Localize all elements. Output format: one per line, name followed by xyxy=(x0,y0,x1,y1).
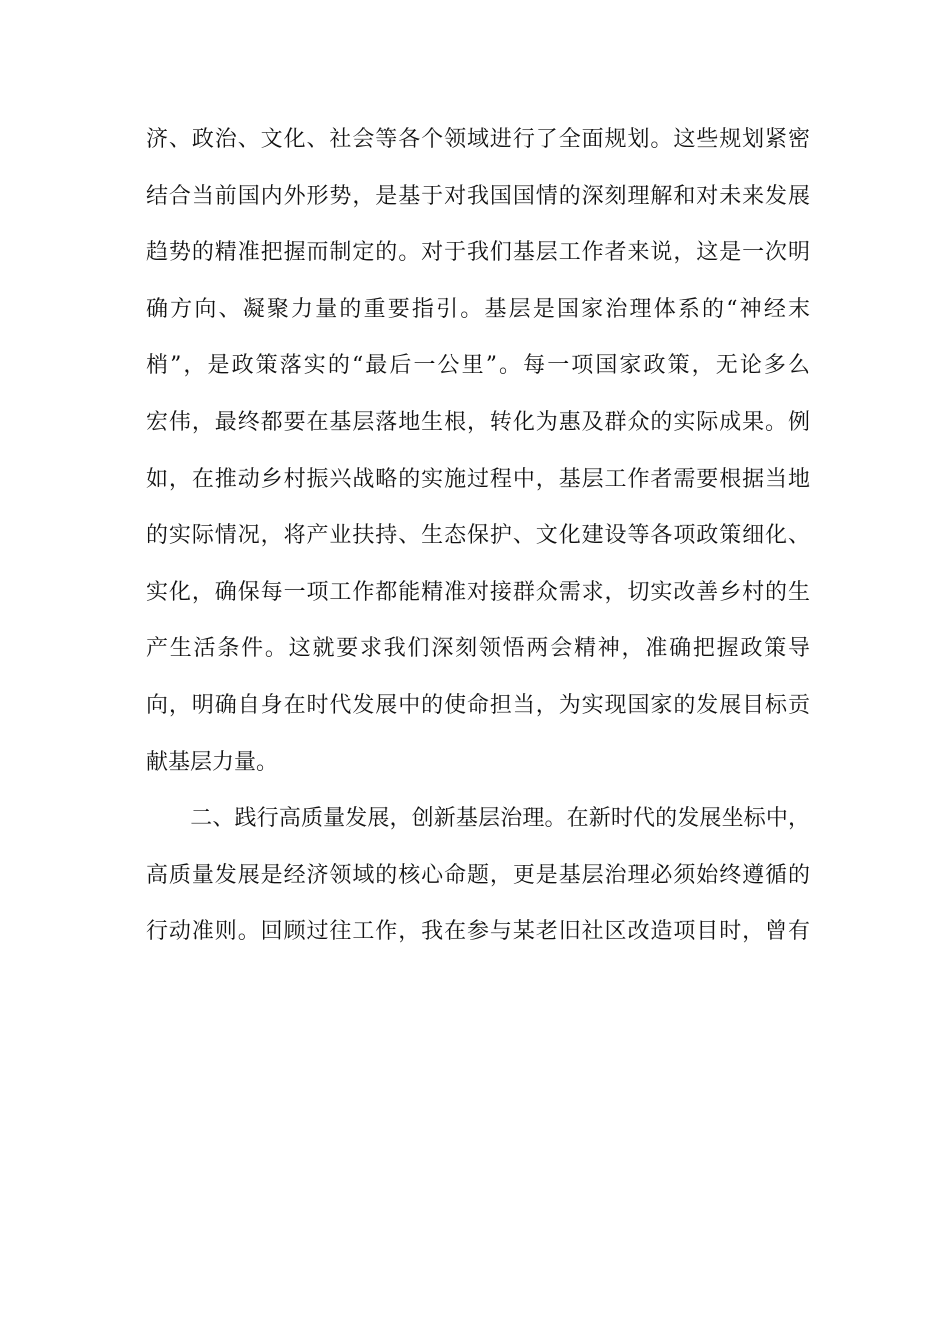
text-line: 实化，确保每一项工作都能精准对接群众需求，切实改善乡村的生 xyxy=(146,580,810,605)
text-line: 的实际情况，将产业扶持、生态保护、文化建设等各项政策细化、 xyxy=(146,523,810,548)
text-line: 宏伟，最终都要在基层落地生根，转化为惠及群众的实际成果。例 xyxy=(146,410,810,435)
text-line: 结合当前国内外形势，是基于对我国国情的深刻理解和对未来发展 xyxy=(146,184,810,209)
text-line: 向，明确自身在时代发展中的使命担当，为实现国家的发展目标贡 xyxy=(146,693,810,718)
paragraph-heading-line: 二、践行高质量发展，创新基层治理。在新时代的发展坐标中， xyxy=(146,806,810,831)
text-line: 梢”，是政策落实的“最后一公里”。每一项国家政策，无论多么 xyxy=(146,353,810,378)
text-line: 趋势的精准把握而制定的。对于我们基层工作者来说，这是一次明 xyxy=(146,240,810,265)
text-line: 确方向、凝聚力量的重要指引。基层是国家治理体系的“神经末 xyxy=(146,297,810,322)
text-line: 产生活条件。这就要求我们深刻领悟两会精神，准确把握政策导 xyxy=(146,636,810,661)
text-line: 如，在推动乡村振兴战略的实施过程中，基层工作者需要根据当地 xyxy=(146,467,810,492)
text-line: 献基层力量。 xyxy=(146,750,279,775)
text-line: 济、政治、文化、社会等各个领域进行了全面规划。这些规划紧密 xyxy=(146,127,810,152)
text-line: 高质量发展是经济领域的核心命题，更是基层治理必须始终遵循的 xyxy=(146,863,810,888)
text-line: 行动准则。回顾过往工作，我在参与某老旧社区改造项目时，曾有 xyxy=(146,919,810,944)
